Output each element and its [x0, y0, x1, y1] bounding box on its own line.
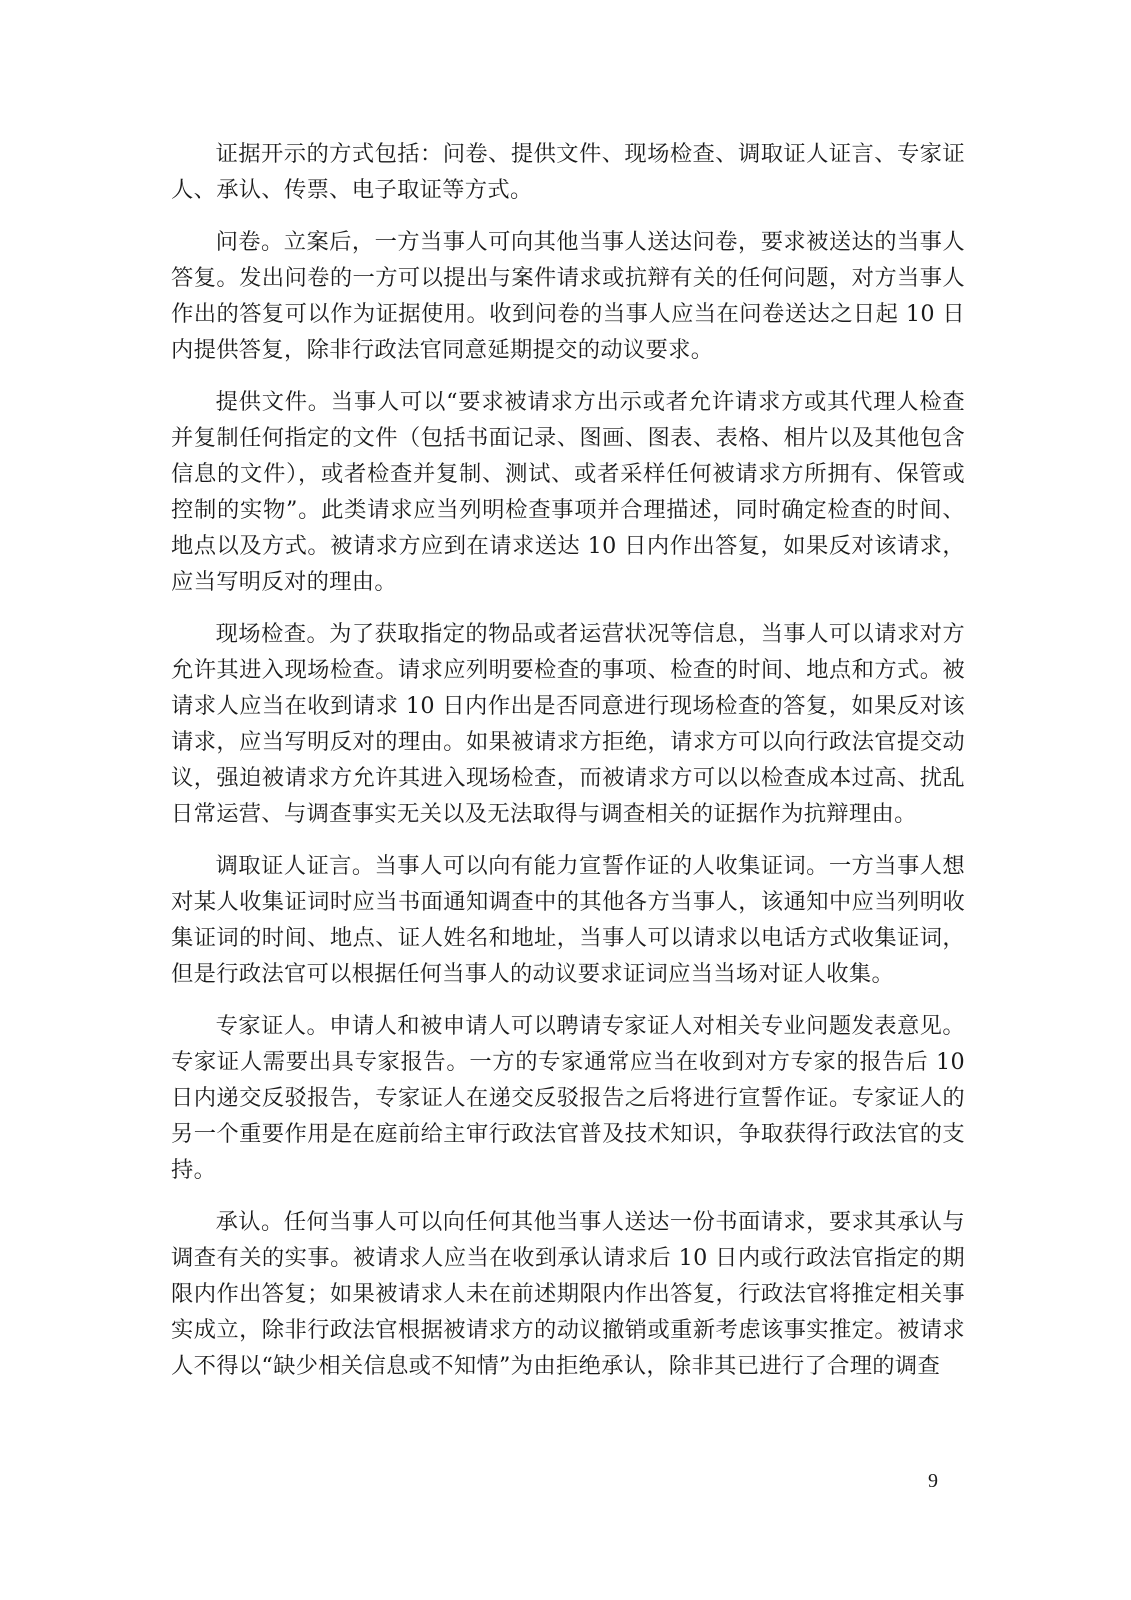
paragraph-document-production: 提供文件。当事人可以“要求被请求方出示或者允许请求方或其代理人检查并复制任何指定的文件（包括书面记录、图画、图表、表格、相片以及其他包含信息的文件），或者检查并复制、测试、或者采样任何被请求方所拥有、保管或控制的实物”。此类请求应当列明检查事项并合理描述，同时确定检查的时间、地点以及方式。被请求方应到在请求送达 10 日内作出答复，如果反对该请求，应当写明反对的理由。	[171, 389, 965, 595]
paragraph-site-inspection: 现场检查。为了获取指定的物品或者运营状况等信息，当事人可以请求对方允许其进入现场检查。请求应列明要检查的事项、检查的时间、地点和方式。被请求人应当在收到请求 10 日内作出是否同意进行现场检查的答复，如果反对该请求，应当写明反对的理由。如果被请求方拒绝，请求方可以向行政法官提交动议，强迫被请求方允许其进入现场检查，而被请求方可以以检查成本过高、扰乱日常运营、与调查事实无关以及无法取得与调查相关的证据作为抗辩理由。	[171, 621, 965, 827]
document-body	[171, 136, 965, 1400]
page-number: 9	[928, 1470, 938, 1492]
paragraph-expert-witness: 专家证人。申请人和被申请人可以聘请专家证人对相关专业问题发表意见。专家证人需要出具专家报告。一方的专家通常应当在收到对方专家的报告后 10 日内递交反驳报告，专家证人在递交反驳报告之后将进行宣誓作证。专家证人的另一个重要作用是在庭前给主审行政法官普及技术知识，争取获得行政法官的支持。	[171, 1013, 965, 1183]
paragraph-witness-testimony: 调取证人证言。当事人可以向有能力宣誓作证的人收集证词。一方当事人想对某人收集证词时应当书面通知调查中的其他各方当事人，该通知中应当列明收集证词的时间、地点、证人姓名和地址，当事人可以请求以电话方式收集证词，但是行政法官可以根据任何当事人的动议要求证词应当当场对证人收集。	[171, 853, 965, 987]
paragraph-questionnaire: 问卷。立案后，一方当事人可向其他当事人送达问卷，要求被送达的当事人答复。发出问卷的一方可以提出与案件请求或抗辩有关的任何问题，对方当事人作出的答复可以作为证据使用。收到问卷的当事人应当在问卷送达之日起 10 日内提供答复，除非行政法官同意延期提交的动议要求。	[171, 229, 965, 363]
paragraph-discovery-methods: 证据开示的方式包括：问卷、提供文件、现场检查、调取证人证言、专家证人、承认、传票、电子取证等方式。	[171, 141, 965, 203]
paragraph-admission: 承认。任何当事人可以向任何其他当事人送达一份书面请求，要求其承认与调查有关的实事。被请求人应当在收到承认请求后 10 日内或行政法官指定的期限内作出答复；如果被请求人未在前述期限内作出答复，行政法官将推定相关事实成立，除非行政法官根据被请求方的动议撤销或重新考虑该事实推定。被请求人不得以“缺少相关信息或不知情”为由拒绝承认，除非其已进行了合理的调查	[171, 1209, 965, 1379]
